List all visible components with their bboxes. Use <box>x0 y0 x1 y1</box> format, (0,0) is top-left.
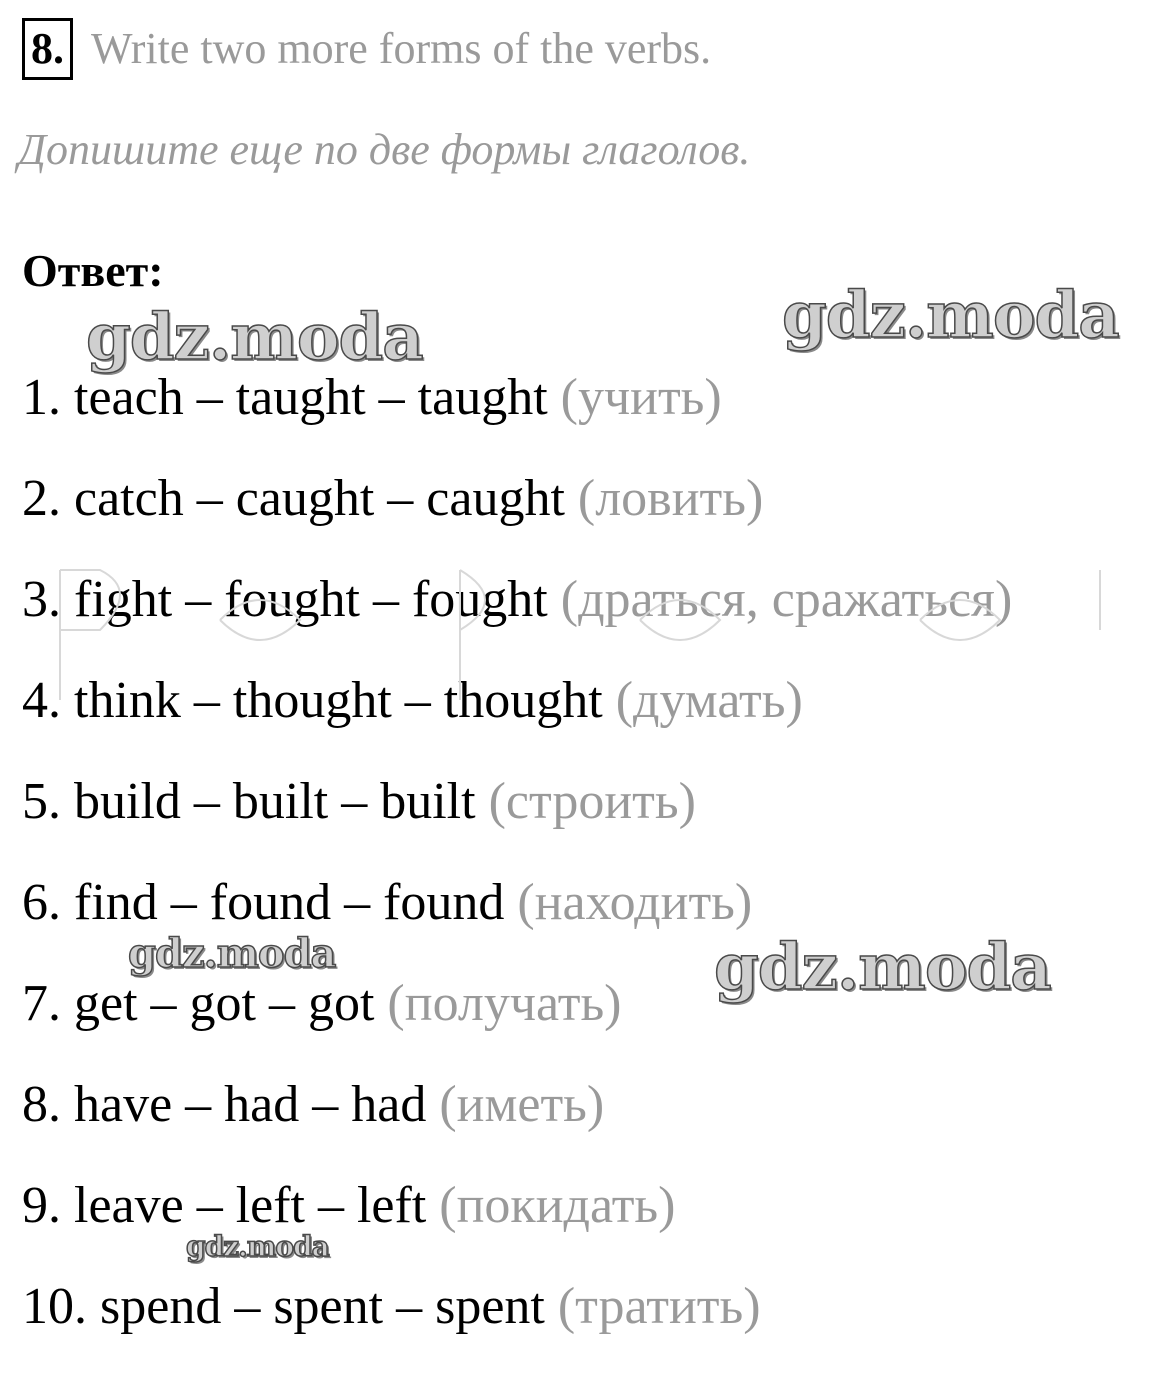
watermark-logo: gdz.moda <box>186 1230 329 1263</box>
answer-item-8 <box>22 1073 1012 1174</box>
task-header <box>22 18 711 80</box>
task-translation: Допишите еще по две формы глаголов. <box>18 125 751 174</box>
watermark-logo: gdz.moda <box>782 278 1119 353</box>
verb-forms: 6. find – found – found <box>22 874 505 931</box>
answer-item-7 <box>22 972 1012 1073</box>
verb-translation: (тратить) <box>557 1278 761 1335</box>
answer-item-6 <box>22 871 1012 972</box>
verb-translation: (учить) <box>560 369 722 426</box>
answer-item-9 <box>22 1174 1012 1275</box>
answer-list <box>22 366 1012 1376</box>
answer-label: Ответ: <box>22 245 164 296</box>
verb-forms: 3. fight – fought – fought <box>22 571 548 628</box>
verb-forms: 10. spend – spent – spent <box>22 1278 545 1335</box>
task-instruction: Write two more forms of the verbs. <box>91 24 712 73</box>
verb-translation: (покидать) <box>439 1177 676 1234</box>
task-number: 8. <box>22 18 73 80</box>
verb-translation: (находить) <box>517 874 753 931</box>
verb-forms: 5. build – built – built <box>22 773 476 830</box>
verb-translation: (ловить) <box>577 470 764 527</box>
verb-forms: 4. think – thought – thought <box>22 672 603 729</box>
verb-translation: (драться, сражаться) <box>560 571 1013 628</box>
verb-forms: 9. leave – left – left <box>22 1177 427 1234</box>
verb-forms: 7. get – got – got <box>22 975 375 1032</box>
answer-item-1 <box>22 366 1012 467</box>
verb-forms: 1. teach – taught – taught <box>22 369 548 426</box>
verb-forms: 8. have – had – had <box>22 1076 427 1133</box>
verb-forms: 2. catch – caught – caught <box>22 470 565 527</box>
watermark-logo: gdz.moda <box>128 930 336 977</box>
answer-item-4 <box>22 669 1012 770</box>
answer-item-10 <box>22 1275 1012 1376</box>
answer-item-5 <box>22 770 1012 871</box>
watermark-logo: gdz.moda <box>86 300 423 375</box>
answer-item-3 <box>22 568 1012 669</box>
answer-item-2 <box>22 467 1012 568</box>
verb-translation: (иметь) <box>439 1076 605 1133</box>
watermark-logo: gdz.moda <box>714 930 1051 1005</box>
verb-translation: (получать) <box>387 975 622 1032</box>
verb-translation: (думать) <box>615 672 803 729</box>
verb-translation: (строить) <box>488 773 696 830</box>
